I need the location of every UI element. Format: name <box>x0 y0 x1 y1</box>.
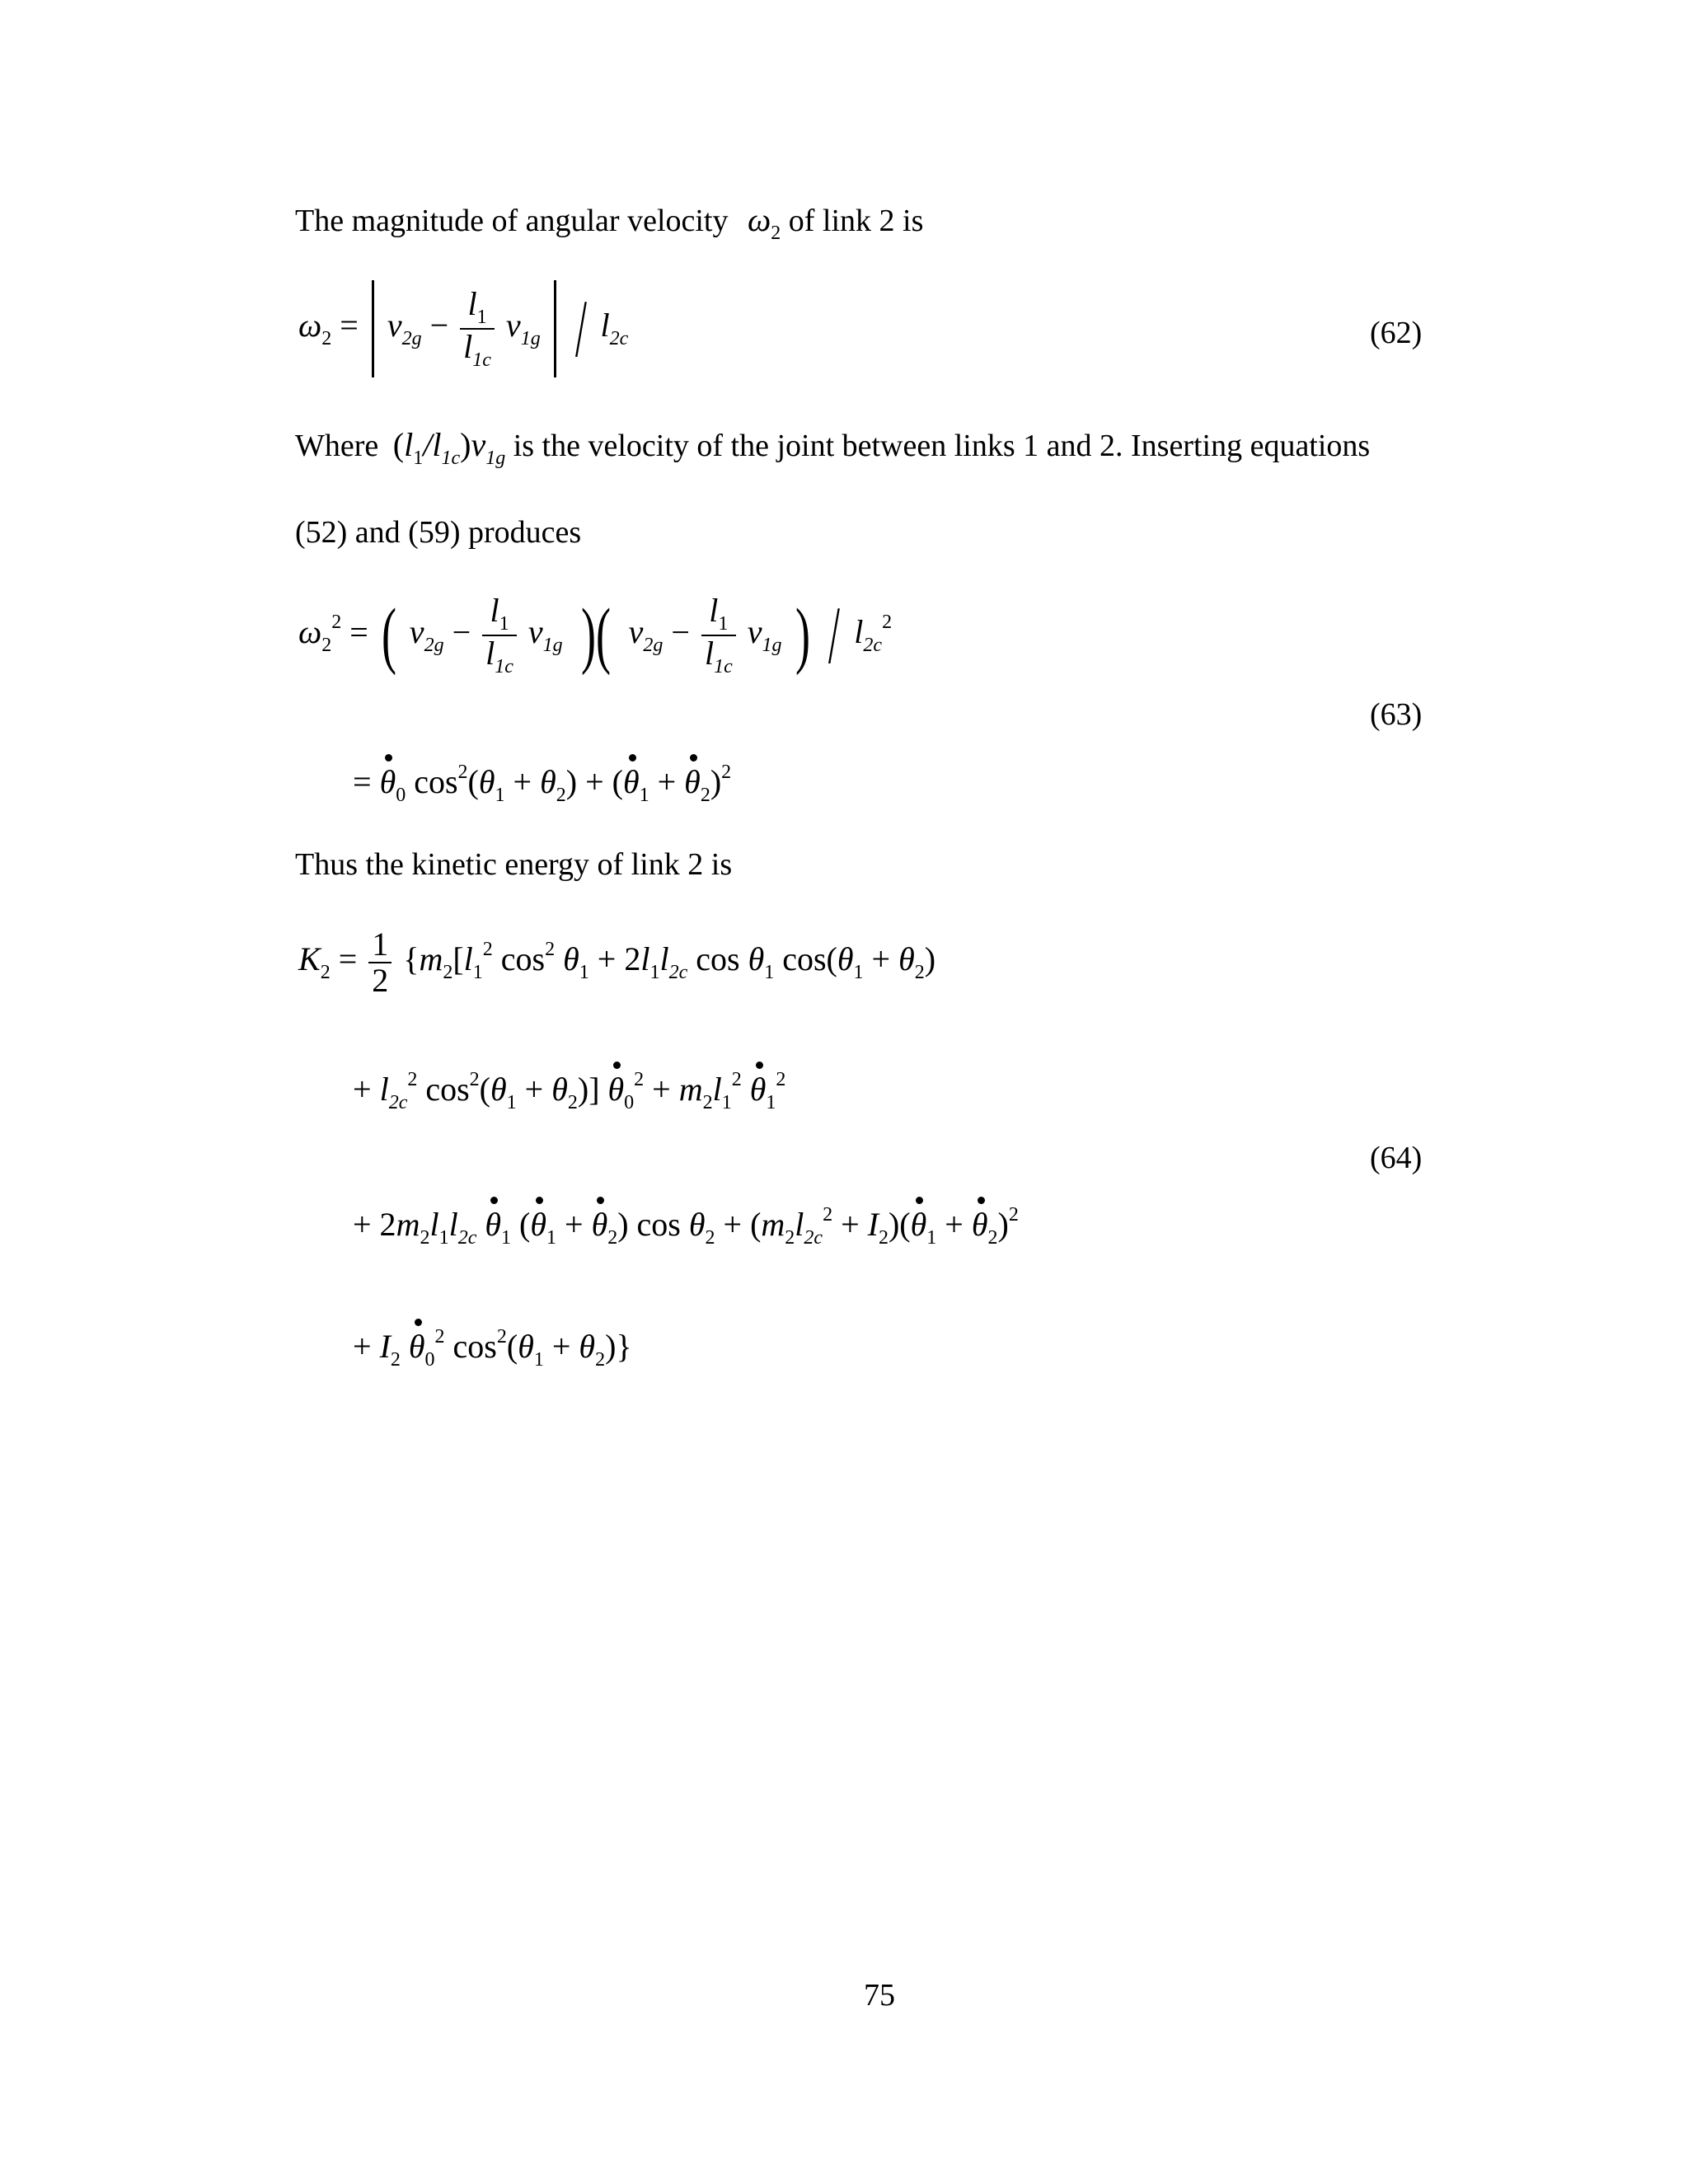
equation-62: $\omega_2 = v_{2g}$ − $\frac{l_1}{l_{1c}}$ $v_{1g} / l_{2c}$ <box>298 280 628 377</box>
equation-64-line-1: $K_2$ = $\frac{1}{2}$ {$m_2[l_1^2$ $\cos^2 \theta_1 + 2l_1l_{2c}$ $\cos \theta_1$ $\cos(\theta_1 + \theta_2)$ <box>298 926 936 999</box>
equation-63-line-1: $\omega_2^2$ = ( $v_{2g}$ − $\frac{l_1}{l_{1c}}$ $v_{1g}$ )( $v_{2g}$ − $\frac{l_1}{l_{1c}}$ $v_{1g}$ ) / $l_{2c}^2$ <box>298 589 893 682</box>
paragraph-text: The magnitude of angular velocity <box>295 204 729 238</box>
page-number: 75 <box>864 1978 895 2013</box>
equation-64-line-2: + $l_{2c}^2$ $\cos^2(\theta_1 + \theta_2)$] $\theta_0^2 + m_2l_1^2$ $\theta_1^2$ <box>353 1069 786 1113</box>
paragraph-kinetic-energy: Thus the kinetic energy of link 2 is <box>295 847 733 882</box>
equation-number-62: (62) <box>1370 316 1423 350</box>
equation-63-line-2: = $\theta_0$ $\cos^2(\theta_1 + \theta_2) + (\theta_1 + \theta_2)^2$ <box>353 762 732 806</box>
paragraph-produces: (52) and (59) produces <box>295 515 582 550</box>
omega2-symbol: $\omega_2$ <box>748 201 781 244</box>
paragraph-text: Where <box>295 429 379 463</box>
paragraph-text: is the velocity of the joint between links 1 and 2. Inserting equations <box>513 429 1371 463</box>
equation-number-63: (63) <box>1370 697 1423 732</box>
paragraph-angular-velocity <box>295 201 924 244</box>
paragraph-text-tail: of link 2 is <box>788 204 924 238</box>
equation-number-64: (64) <box>1370 1141 1423 1175</box>
inline-math-l1-over-l1c: $(l_1/l_{1c})v_{1g}$ <box>392 426 506 469</box>
equation-64-line-4: + $I_2$ $\theta_0^2$ $\cos^2(\theta_1 + \theta_2)$} <box>353 1326 632 1371</box>
equation-64-line-3: + $2m_2l_1l_{2c}$ $\theta_1$ $(\theta_1 + \theta_2)$ $\cos \theta_2 + (m_2l_{2c}^2 + I_2)(\theta_1 + \theta_2)^2$ <box>353 1204 1019 1249</box>
paragraph-joint-velocity <box>295 426 1371 469</box>
